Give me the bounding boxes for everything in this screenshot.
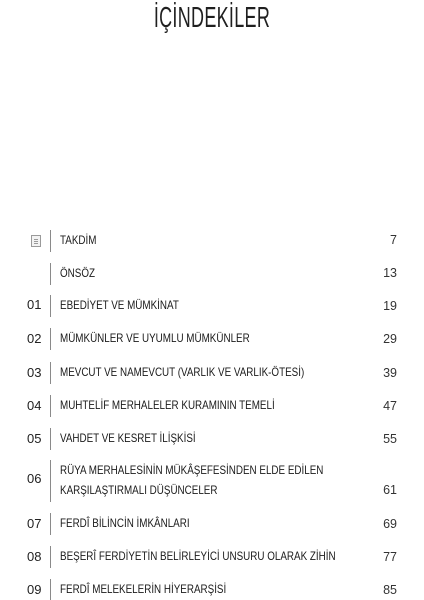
entry-page: 69 <box>383 517 397 531</box>
entry-divider <box>50 428 51 450</box>
entry-page: 77 <box>383 550 397 564</box>
entry-number: 08 <box>27 549 42 564</box>
entry-number: 07 <box>27 516 42 531</box>
entry-divider <box>50 230 51 252</box>
entry-title: FERDÎ BİLİNCİN İMKÂNLARI <box>60 516 190 530</box>
entry-number: 06 <box>27 471 42 486</box>
entry-number: 09 <box>27 582 42 597</box>
page-title: İÇİNDEKİLER <box>153 2 271 34</box>
entry-number: 01 <box>27 297 42 312</box>
entry-title: ÖNSÖZ <box>60 266 95 280</box>
entry-title: BEŞERÎ FERDİYETİN BELİRLEYİCİ UNSURU OLARAK ZİHİN <box>60 549 336 563</box>
entry-number: 03 <box>27 365 42 380</box>
entry-page: 7 <box>390 233 397 247</box>
entry-title: VAHDET VE KESRET İLİŞKİSİ <box>60 431 196 445</box>
entry-divider <box>50 362 51 384</box>
entry-divider <box>50 328 51 350</box>
entry-title: FERDÎ MELEKELERİN HİYERARŞİSİ <box>60 582 227 596</box>
entry-divider <box>50 546 51 568</box>
entry-number: 05 <box>27 431 42 446</box>
entry-page: 13 <box>383 266 397 280</box>
entry-title: EBEDİYET VE MÜMKİNAT <box>60 298 179 312</box>
entry-title-continued: KARŞILAŞTIRMALI DÜŞÜNCELER <box>60 483 218 497</box>
entry-divider <box>50 579 51 600</box>
entry-page: 39 <box>383 366 397 380</box>
entry-number: 02 <box>27 331 42 346</box>
entry-title: TAKDİM <box>60 233 97 247</box>
entry-page: 85 <box>383 583 397 597</box>
entry-divider <box>50 513 51 535</box>
entry-page: 19 <box>383 299 397 313</box>
entry-divider <box>50 263 51 285</box>
entry-page: 47 <box>383 399 397 413</box>
entry-title: MEVCUT VE NAMEVCUT (VARLIK VE VARLIK-ÖTESİ) <box>60 365 305 379</box>
entry-number: 04 <box>27 398 42 413</box>
entry-divider <box>50 395 51 417</box>
entry-page: 55 <box>383 432 397 446</box>
entry-title: MUHTELİF MERHALELER KURAMININ TEMELİ <box>60 398 275 412</box>
entry-divider <box>50 295 51 317</box>
entry-page: 29 <box>383 332 397 346</box>
entry-divider <box>50 460 51 502</box>
entry-title: MÜMKÜNLER VE UYUMLU MÜMKÜNLER <box>60 331 250 345</box>
entry-title: RÜYA MERHALESİNİN MÜKÂŞEFESİNDEN ELDE EDİLEN <box>60 463 324 477</box>
document-icon <box>31 235 41 247</box>
entry-page: 61 <box>383 483 397 497</box>
